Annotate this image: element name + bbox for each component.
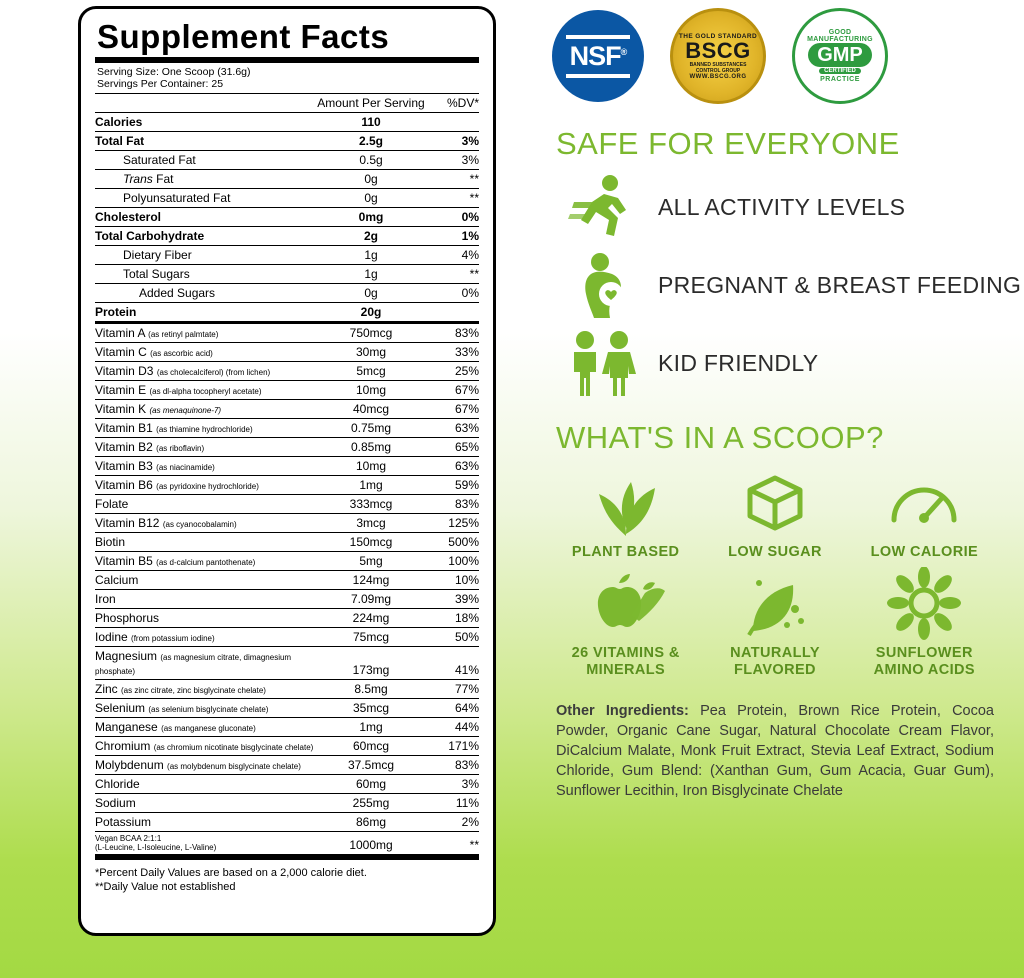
other-ingredients-text: Pea Protein, Brown Rice Protein, Cocoa Powder, Organic Cane Sugar, Natural Chocolate Cream Flavor, DiCalcium Malate, Monk Fruit Extract, Stevia Leaf Extract, Sodium Chloride, Gum Blend: (Xanthan Gum, Gum Acacia, Guar Gum), Sunflower Lecithin, Iron Bisglycinate Chelate bbox=[556, 703, 994, 799]
scoop-item-low-sugar bbox=[703, 464, 846, 561]
table-row: Calories 110 bbox=[95, 113, 479, 132]
table-row: Total Fat 2.5g 3% bbox=[95, 132, 479, 151]
table-row: Saturated Fat 0.5g 3% bbox=[95, 151, 479, 170]
table-row: Selenium (as selenium bisglycinate chelate) 35mcg 64% bbox=[95, 699, 479, 718]
table-row: Trans Fat 0g ** bbox=[95, 170, 479, 189]
table-header-row bbox=[95, 94, 479, 113]
nutrition-table bbox=[95, 94, 479, 860]
table-row: Sodium 255mg 11% bbox=[95, 794, 479, 813]
table-row: Vitamin B5 (as d-calcium pantothenate) 5mg 100% bbox=[95, 552, 479, 571]
bcaa-name: Vegan BCAA 2:1:1 bbox=[95, 834, 162, 843]
scoop-item-low-calorie bbox=[853, 464, 996, 561]
feature-label: PREGNANT & BREAST FEEDING bbox=[658, 271, 1022, 298]
table-row: Magnesium (as magnesium citrate, dimagnesium phosphate) 173mg 41% bbox=[95, 647, 479, 680]
other-ingredients-label: Other Ingredients: bbox=[556, 703, 689, 719]
table-row-bcaa: Vegan BCAA 2:1:1 (L-Leucine, L-Isoleucine, L-Valine) 1000mg ** bbox=[95, 832, 479, 858]
table-row: Dietary Fiber 1g 4% bbox=[95, 246, 479, 265]
footnote-daily-value: *Percent Daily Values are based on a 2,000 calorie diet. bbox=[95, 867, 367, 879]
table-row: Manganese (as manganese gluconate) 1mg 44% bbox=[95, 718, 479, 737]
nsf-certification-badge: NSF® bbox=[552, 10, 644, 102]
table-row: Vitamin K (as menaquinone-7) 40mcg 67% bbox=[95, 400, 479, 419]
other-ingredients bbox=[556, 701, 994, 801]
scoop-heading: WHAT'S IN A SCOOP? bbox=[556, 420, 884, 455]
table-row: Zinc (as zinc citrate, zinc bisglycinate chelate) 8.5mg 77% bbox=[95, 680, 479, 699]
safe-for-everyone-section bbox=[520, 126, 1024, 400]
footnote-not-established: **Daily Value not established bbox=[95, 881, 236, 893]
table-row: Vitamin B6 (as pyridoxine hydrochloride) 1mg 59% bbox=[95, 476, 479, 495]
table-row: Cholesterol 0mg 0% bbox=[95, 208, 479, 227]
right-column bbox=[520, 0, 1024, 978]
table-row: Polyunsaturated Fat 0g ** bbox=[95, 189, 479, 208]
table-row: Chromium (as chromium nicotinate bisglycinate chelate) 60mcg 171% bbox=[95, 737, 479, 756]
table-row: Calcium 124mg 10% bbox=[95, 571, 479, 590]
sugar-cube-icon bbox=[703, 464, 846, 542]
sunflower-icon bbox=[853, 565, 996, 643]
servings-per-container: Servings Per Container: 25 bbox=[97, 78, 224, 90]
table-row: Vitamin B1 (as thiamine hydrochloride) 0.75mg 63% bbox=[95, 419, 479, 438]
table-row: Vitamin D3 (as cholecalciferol) (from lichen) 5mcg 25% bbox=[95, 362, 479, 381]
scoop-item-sunflower-amino-acids bbox=[853, 565, 996, 679]
scoop-item-naturally-flavored bbox=[703, 565, 846, 679]
scoop-item-plant-based bbox=[554, 464, 697, 561]
gmp-certification-badge: GOOD MANUFACTURING GMP CERTIFIED PRACTICE bbox=[792, 8, 888, 104]
serving-size: Serving Size: One Scoop (31.6g) bbox=[97, 66, 251, 78]
page-title: Supplement Facts bbox=[97, 18, 390, 55]
bcaa-sub: (L-Leucine, L-Isoleucine, L-Valine) bbox=[95, 843, 217, 852]
table-row: Folate 333mcg 83% bbox=[95, 495, 479, 514]
fruit-veg-icon bbox=[554, 565, 697, 643]
feature-label: KID FRIENDLY bbox=[658, 349, 819, 376]
scoop-label: LOW CALORIE bbox=[870, 544, 979, 560]
table-row: Iodine (from potassium iodine) 75mcg 50% bbox=[95, 628, 479, 647]
table-row: Vitamin C (as ascorbic acid) 30mg 33% bbox=[95, 343, 479, 362]
feature-all-activity-levels bbox=[564, 170, 1024, 244]
certification-badges bbox=[520, 0, 1024, 104]
scoop-item-vitamins-minerals bbox=[554, 565, 697, 679]
table-row: Vitamin B2 (as riboflavin) 0.85mg 65% bbox=[95, 438, 479, 457]
leaf-sparkle-icon bbox=[703, 565, 846, 643]
feature-label: ALL ACTIVITY LEVELS bbox=[658, 193, 906, 220]
table-row: Vitamin A (as retinyl palmtate) 750mcg 83% bbox=[95, 323, 479, 343]
scoop-label: PLANT BASED bbox=[571, 544, 680, 560]
col-amount-per-serving: Amount Per Serving bbox=[315, 94, 427, 113]
table-row: Protein 20g bbox=[95, 303, 479, 323]
table-row: Total Carbohydrate 2g 1% bbox=[95, 227, 479, 246]
table-row: Added Sugars 0g 0% bbox=[95, 284, 479, 303]
table-row: Potassium 86mg 2% bbox=[95, 813, 479, 832]
scoop-label: SUNFLOWER AMINO ACIDS bbox=[873, 645, 975, 678]
table-row: Vitamin B12 (as cyanocobalamin) 3mcg 125% bbox=[95, 514, 479, 533]
feature-pregnant-breast-feeding bbox=[564, 248, 1024, 322]
bscg-certification-badge: THE GOLD STANDARD BSCG BANNED SUBSTANCES CONTROL GROUP WWW.BSCG.ORG bbox=[670, 8, 766, 104]
supplement-facts-panel bbox=[78, 6, 496, 936]
table-row: Biotin 150mcg 500% bbox=[95, 533, 479, 552]
table-row: Phosphorus 224mg 18% bbox=[95, 609, 479, 628]
col-percent-dv: %DV* bbox=[427, 94, 479, 113]
scoop-icon-grid bbox=[554, 464, 996, 679]
table-row: Molybdenum (as molybdenum bisglycinate chelate) 37.5mcg 83% bbox=[95, 756, 479, 775]
kids-icon bbox=[564, 326, 642, 400]
table-row: Total Sugars 1g ** bbox=[95, 265, 479, 284]
pregnant-icon bbox=[564, 248, 642, 322]
scoop-label: LOW SUGAR bbox=[728, 544, 822, 560]
whats-in-a-scoop-section bbox=[520, 420, 1024, 679]
table-row: Chloride 60mg 3% bbox=[95, 775, 479, 794]
leaves-icon bbox=[554, 464, 697, 542]
runner-icon bbox=[564, 170, 642, 244]
feature-kid-friendly bbox=[564, 326, 1024, 400]
scoop-label: NATURALLY FLAVORED bbox=[730, 645, 820, 678]
table-row: Vitamin B3 (as niacinamide) 10mg 63% bbox=[95, 457, 479, 476]
safe-heading: SAFE FOR EVERYONE bbox=[556, 126, 900, 161]
scoop-label: 26 VITAMINS & MINERALS bbox=[571, 645, 680, 678]
table-row: Vitamin E (as dl-alpha tocopheryl acetate) 10mg 67% bbox=[95, 381, 479, 400]
table-row: Iron 7.09mg 39% bbox=[95, 590, 479, 609]
gauge-icon bbox=[853, 464, 996, 542]
